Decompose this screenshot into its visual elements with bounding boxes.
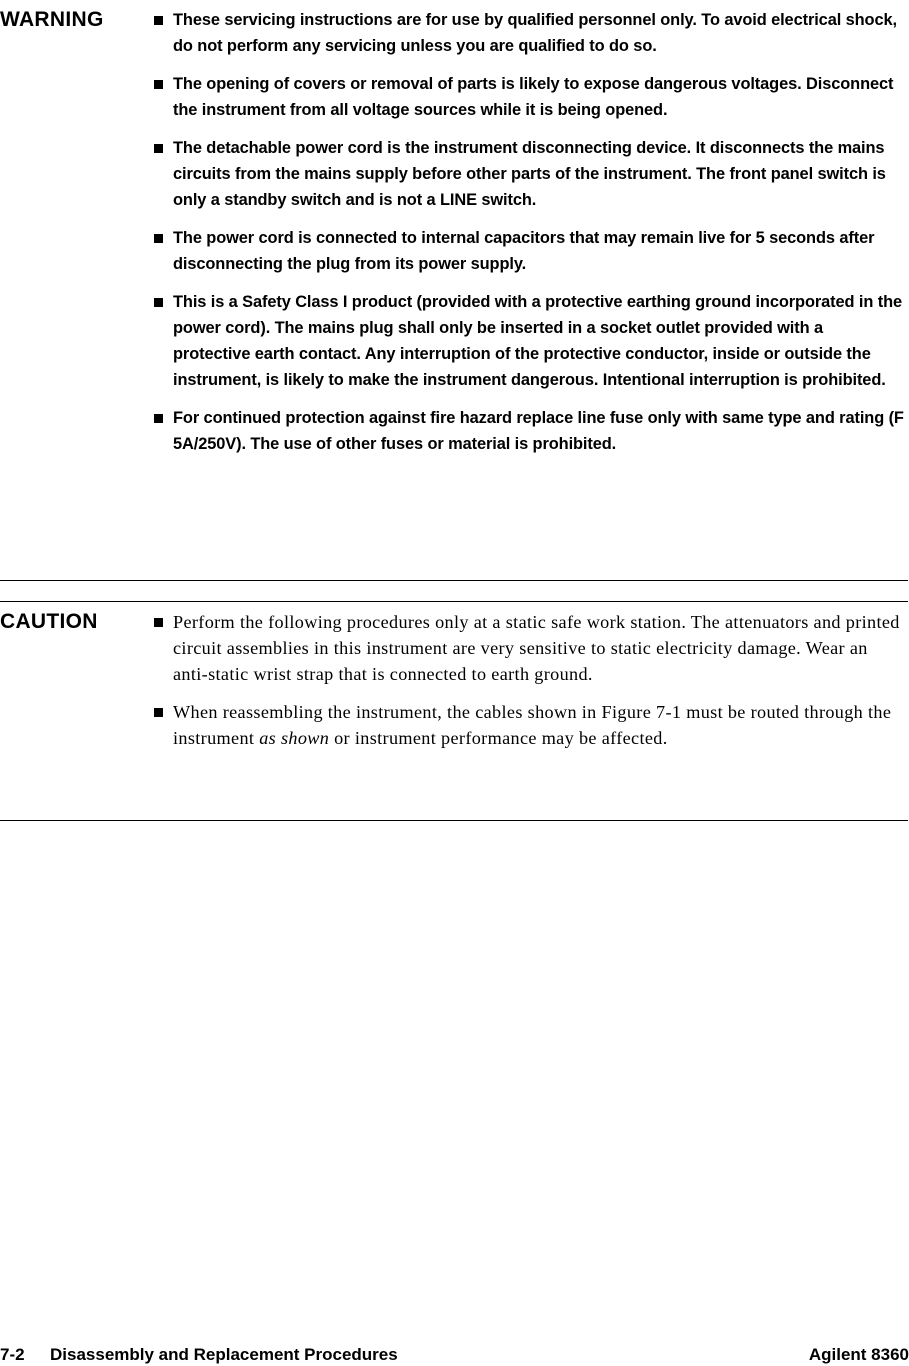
warning-item [152,135,904,213]
caution-item-text: When reassembling the instrument, the cables shown in Figure 7-1 must be routed through the instrument [173,702,892,748]
emphasis-text: as shown [259,728,330,748]
section-divider [0,601,908,602]
square-bullet-icon [154,144,163,153]
square-bullet-icon [154,234,163,243]
section-divider [0,580,908,581]
warning-item [152,71,904,123]
warning-item-text: This is a Safety Class I product (provided with a protective earthing ground incorporated in the power cord). The mains plug shall only be inserted in a socket outlet provided with a protective earth contact. Any interruption of the protective conductor, inside or outside the instrument, is likely to make the instrument dangerous. Intentional interruption is prohibited. [173,293,902,389]
square-bullet-icon [154,298,163,307]
warning-item-text: These servicing instructions are for use by qualified personnel only. To avoid electrical shock, do not perform any servicing unless you are qualified to do so. [173,11,897,55]
warning-item-text: The power cord is connected to internal capacitors that may remain live for 5 seconds after disconnecting the plug from its power supply. [173,229,875,273]
caution-item-text: Perform the following procedures only at a static safe work station. The attenuators and printed circuit assemblies in this instrument are very sensitive to static electricity damage. Wear an anti-static wrist strap that is connected to earth ground. [173,612,900,684]
caution-label: CAUTION [0,610,98,633]
square-bullet-icon [154,16,163,25]
page-footer [0,1344,909,1366]
warning-item [152,405,904,457]
warning-list [152,7,904,469]
caution-item [152,609,904,687]
page-number: 7-2 [0,1345,25,1364]
warning-item [152,225,904,277]
caution-list [152,609,904,763]
warning-item-text: For continued protection against fire hazard replace line fuse only with same type and rating (F 5A/250V). The use of other fuses or material is prohibited. [173,409,904,453]
warning-label: WARNING [0,8,104,31]
warning-item-text: The detachable power cord is the instrument disconnecting device. It disconnects the mains circuits from the mains supply before other parts of the instrument. The front panel switch is only a standby switch and is not a LINE switch. [173,139,886,209]
section-divider [0,820,908,821]
caution-item [152,699,904,751]
warning-item [152,7,904,59]
footer-product-name: Agilent 8360 [808,1345,909,1364]
warning-item-text: The opening of covers or removal of parts is likely to expose dangerous voltages. Disconnect the instrument from all voltage sources while it is being opened. [173,75,894,119]
square-bullet-icon [154,80,163,89]
caution-item-text-continued: or instrument performance may be affected. [329,728,668,748]
warning-item [152,289,904,393]
square-bullet-icon [154,618,163,627]
footer-section-title: Disassembly and Replacement Procedures [50,1345,398,1364]
square-bullet-icon [154,414,163,423]
square-bullet-icon [154,708,163,717]
